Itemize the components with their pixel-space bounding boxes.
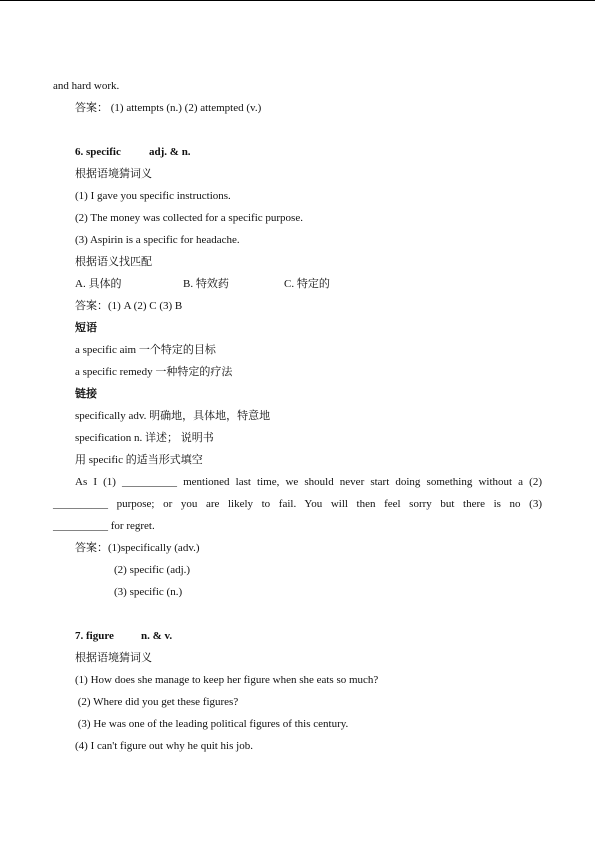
entry-heading: 6. specific <box>75 146 121 158</box>
section-label: 根据语境猜词义 <box>75 168 152 180</box>
link-line: specification n. 详述； 说明书 <box>75 432 214 444</box>
exercise-line: __________ purpose; or you are likely to fail. You will then feel sorry but there is no (3) <box>53 498 542 510</box>
exercise-line: __________ for regret. <box>53 520 155 532</box>
example-line: (3) He was one of the leading political figures of this century. <box>75 718 349 730</box>
text-line: and hard work. <box>53 80 120 92</box>
answer-line: (3) specific (n.) <box>114 586 183 598</box>
phrase-line: a specific aim 一个特定的目标 <box>75 344 216 356</box>
answer-line: 答案：(1)specifically (adv.) <box>75 542 200 554</box>
answer-line: 答案：(1) A (2) C (3) B <box>75 300 183 312</box>
top-rule <box>0 0 595 1</box>
example-line: (1) How does she manage to keep her figure when she eats so much? <box>75 674 379 686</box>
section-label: 根据语境猜词义 <box>75 652 152 664</box>
example-line: (4) I can't figure out why he quit his job. <box>75 740 253 752</box>
option-a: A. 具体的 <box>75 278 122 290</box>
example-line: (1) I gave you specific instructions. <box>75 190 231 202</box>
answer-line: 答案： (1) attempts (n.) (2) attempted (v.) <box>75 102 262 114</box>
entry-heading: 7. figure <box>75 630 114 642</box>
phrase-line: a specific remedy 一种特定的疗法 <box>75 366 233 378</box>
entry-pos: n. & v. <box>141 630 173 642</box>
option-b: B. 特效药 <box>183 278 229 290</box>
option-c: C. 特定的 <box>284 278 330 290</box>
example-line: (3) Aspirin is a specific for headache. <box>75 234 240 246</box>
link-line: specifically adv. 明确地，具体地，特意地 <box>75 410 271 422</box>
example-line: (2) The money was collected for a specific purpose. <box>75 212 303 224</box>
exercise-line: As I (1) __________ mentioned last time, we should never start doing something without a (2) <box>75 476 542 488</box>
section-heading: 短语 <box>75 322 97 334</box>
answer-line: (2) specific (adj.) <box>114 564 191 576</box>
section-heading: 链接 <box>75 388 97 400</box>
section-label: 根据语义找匹配 <box>75 256 152 268</box>
section-label: 用 specific 的适当形式填空 <box>75 454 203 466</box>
example-line: (2) Where did you get these figures? <box>75 696 239 708</box>
entry-pos: adj. & n. <box>149 146 191 158</box>
